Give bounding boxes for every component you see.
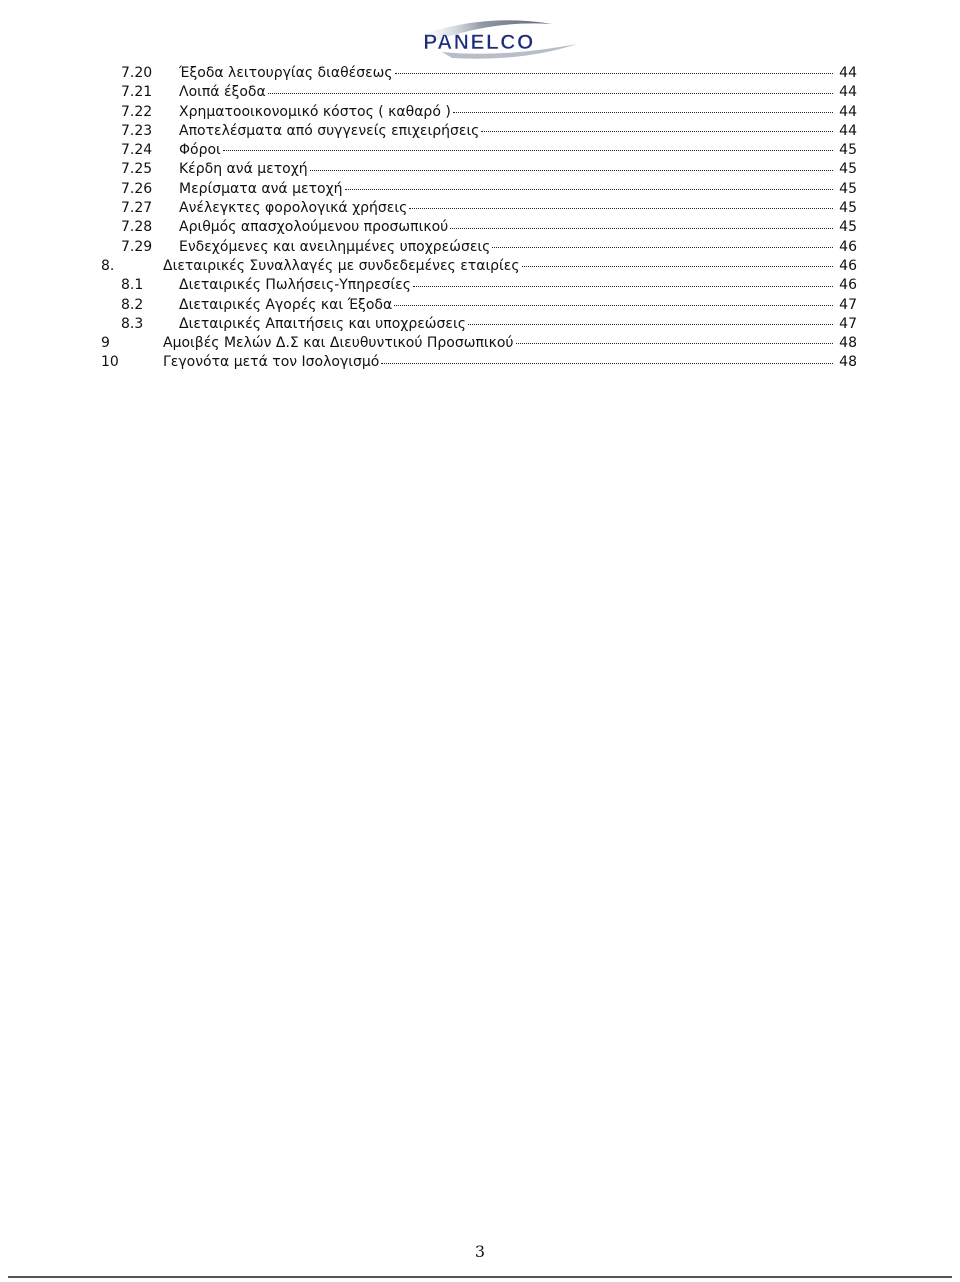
bottom-rule (8, 1276, 952, 1278)
toc-entry-page: 44 (839, 84, 857, 101)
toc-dot-leader (381, 362, 833, 364)
toc-entry[interactable] (97, 296, 857, 315)
toc-entry-title: Διεταιρικές Συναλλαγές με συνδεδεμένες εταιρίες (163, 257, 520, 274)
toc-entry-title: Ανέλεγκτες φορολογικά χρήσεις (179, 200, 408, 217)
toc-entry[interactable] (97, 180, 857, 199)
toc-dot-leader (492, 246, 833, 248)
toc-entry-page: 48 (839, 335, 857, 352)
toc-entry-number: 7.25 (121, 161, 153, 178)
toc-dot-leader (310, 169, 833, 171)
toc-entry-number: 7.26 (121, 180, 153, 197)
toc-entry-page: 46 (839, 277, 857, 294)
toc-entry[interactable] (97, 64, 857, 83)
table-of-contents (97, 64, 857, 373)
toc-entry[interactable] (97, 257, 857, 276)
toc-entry-number: 8.3 (121, 315, 144, 332)
toc-entry[interactable] (97, 218, 857, 237)
toc-entry[interactable] (97, 353, 857, 372)
toc-dot-leader (345, 188, 833, 190)
toc-entry-page: 44 (839, 122, 857, 139)
toc-entry-number: 7.28 (121, 219, 153, 236)
toc-entry[interactable] (97, 238, 857, 257)
toc-entry[interactable] (97, 103, 857, 122)
toc-entry[interactable] (97, 160, 857, 179)
toc-entry-page: 45 (839, 200, 857, 217)
toc-dot-leader (413, 285, 833, 287)
toc-entry-title: Λοιπά έξοδα (179, 84, 266, 101)
toc-entry-page: 44 (839, 103, 857, 120)
toc-entry-number: 9 (101, 335, 110, 352)
toc-entry-page: 47 (839, 315, 857, 332)
toc-entry-title: Φόροι (179, 142, 221, 159)
toc-entry[interactable] (97, 315, 857, 334)
toc-entry-title: Αριθμός απασχολούμενου προσωπικού (179, 219, 449, 236)
toc-entry[interactable] (97, 276, 857, 295)
toc-dot-leader (395, 72, 833, 74)
toc-entry-page: 46 (839, 238, 857, 255)
panelco-logo (372, 18, 587, 66)
toc-entry[interactable] (97, 83, 857, 102)
toc-dot-leader (394, 304, 833, 306)
toc-entry-title: Χρηματοοικονομικό κόστος ( καθαρό ) (179, 103, 451, 120)
toc-entry-page: 45 (839, 161, 857, 178)
toc-entry-page: 44 (839, 65, 857, 81)
toc-entry-number: 8.2 (121, 296, 144, 313)
toc-entry-number: 7.23 (121, 122, 153, 139)
toc-dot-leader (481, 130, 833, 132)
toc-entry[interactable] (97, 334, 857, 353)
toc-entry-number: 7.24 (121, 142, 153, 159)
toc-entry-title: Μερίσματα ανά μετοχή (179, 180, 343, 197)
toc-dot-leader (516, 342, 833, 344)
toc-entry-number: 10 (101, 354, 119, 371)
toc-entry-number: 7.21 (121, 84, 153, 101)
toc-dot-leader (453, 111, 833, 113)
toc-entry-number: 7.29 (121, 238, 153, 255)
toc-dot-leader (223, 149, 833, 151)
toc-entry[interactable] (97, 122, 857, 141)
toc-dot-leader (409, 207, 833, 209)
toc-entry-title: Ενδεχόμενες και ανειλημμένες υποχρεώσεις (179, 238, 491, 255)
toc-entry-number: 8. (101, 257, 115, 274)
toc-entry[interactable] (97, 199, 857, 218)
toc-entry-title: Διεταιρικές Αγορές και Έξοδα (179, 296, 393, 313)
toc-entry-number: 8.1 (121, 277, 144, 294)
toc-dot-leader (468, 323, 833, 325)
page-number: 3 (474, 1242, 486, 1261)
toc-entry-page: 47 (839, 296, 857, 313)
toc-dot-leader (522, 265, 833, 267)
logo-wordmark: PANELCO (423, 31, 535, 54)
toc-entry-page: 48 (839, 354, 857, 371)
toc-entry-number: 7.22 (121, 103, 153, 120)
toc-entry[interactable] (97, 141, 857, 160)
toc-entry-page: 45 (839, 180, 857, 197)
toc-entry-title: Αμοιβές Μελών Δ.Σ και Διευθυντικού Προσωπικού (163, 335, 514, 352)
toc-entry-number: 7.27 (121, 200, 153, 217)
toc-dot-leader (450, 227, 833, 229)
toc-entry-title: Διεταιρικές Απαιτήσεις και υποχρεώσεις (179, 315, 466, 332)
toc-entry-title: Κέρδη ανά μετοχή (179, 161, 308, 178)
toc-entry-title: Έξοδα λειτουργίας διαθέσεως (179, 65, 393, 81)
toc-entry-title: Διεταιρικές Πωλήσεις-Υπηρεσίες (179, 277, 411, 294)
toc-dot-leader (268, 92, 833, 94)
toc-entry-page: 45 (839, 219, 857, 236)
toc-entry-title: Αποτελέσματα από συγγενείς επιχειρήσεις (179, 122, 480, 139)
toc-entry-page: 45 (839, 142, 857, 159)
toc-entry-number: 7.20 (121, 65, 153, 81)
toc-entry-page: 46 (839, 257, 857, 274)
toc-entry-title: Γεγονότα μετά τον Ισολογισμό (163, 354, 380, 371)
